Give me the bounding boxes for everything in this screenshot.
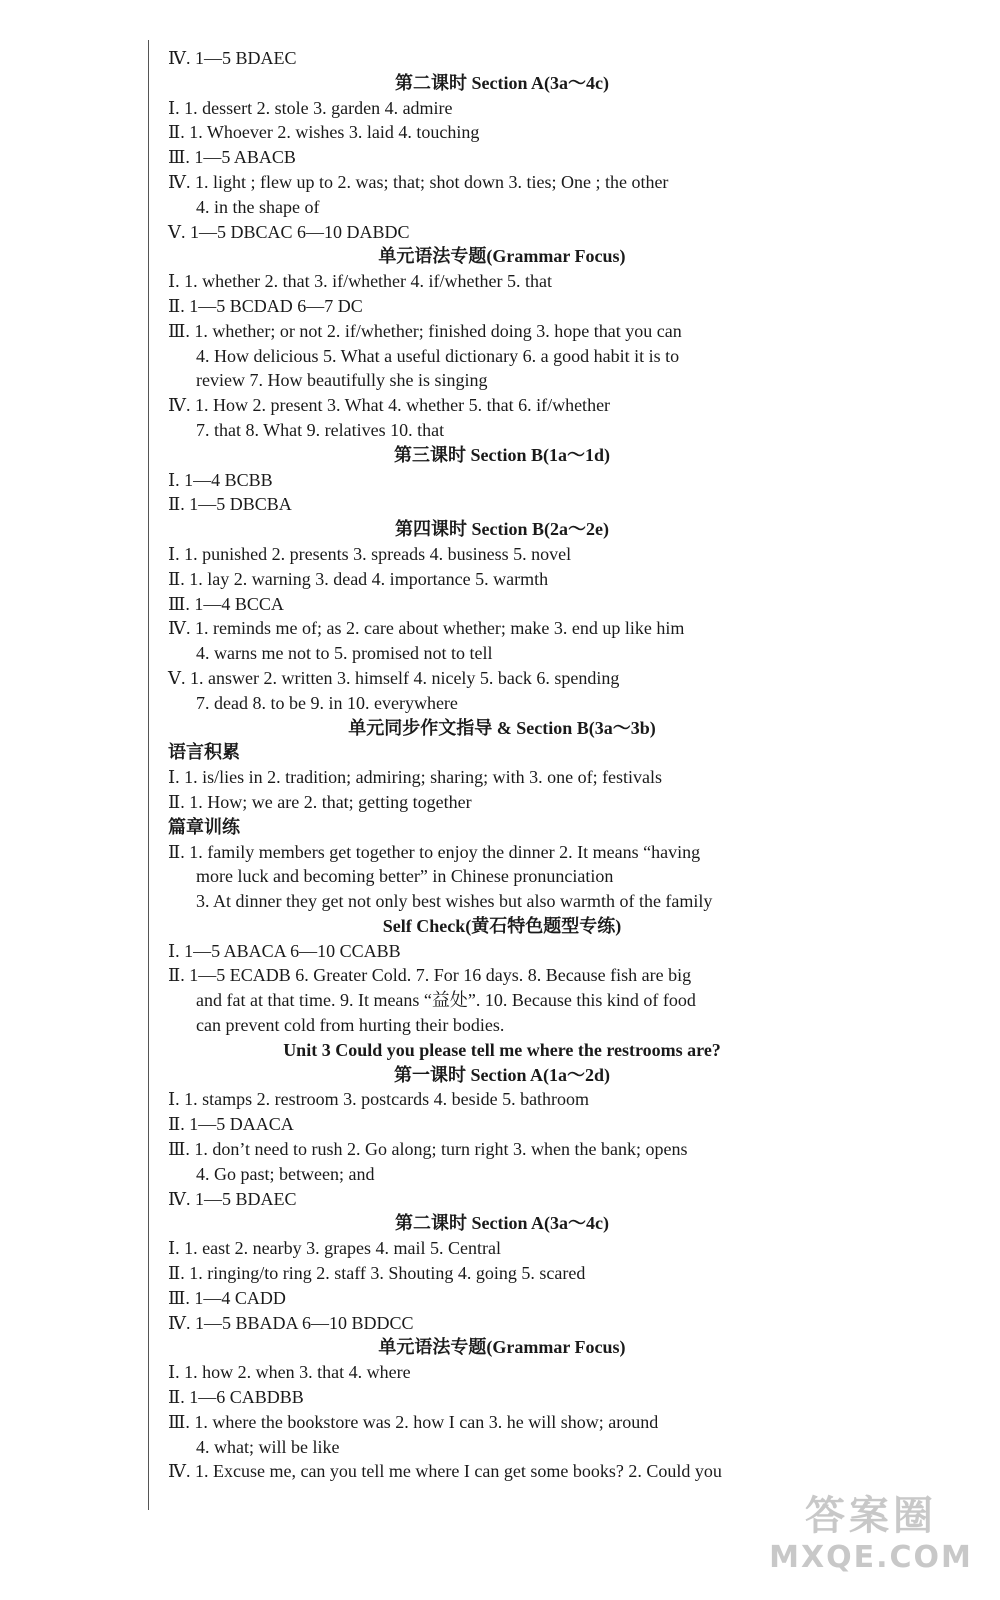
answer-line: Ⅳ. 1. reminds me of; as 2. care about whether; make 3. end up like him — [168, 618, 685, 639]
section-heading: 第四课时 Section B(2a～2e) — [395, 519, 609, 540]
answer-line: Ⅳ. 1. How 2. present 3. What 4. whether 5. that 6. if/whether — [168, 395, 611, 416]
answer-line: Ⅰ. 1—4 BCBB — [168, 469, 273, 490]
answer-line: Ⅱ. 1. ringing/to ring 2. staff 3. Shouting 4. going 5. scared — [168, 1263, 586, 1284]
answer-line: Ⅳ. 1. light ; flew up to 2. was; that; shot down 3. ties; One ; the other — [168, 171, 669, 192]
answer-line: Ⅰ. 1. how 2. when 3. that 4. where — [168, 1362, 411, 1383]
answer-line-continued: more luck and becoming better” in Chinese pronunciation — [196, 866, 614, 887]
subsection-label: 篇章训练 — [168, 816, 240, 837]
answer-line-indented: 4. How delicious 5. What a useful dictionary 6. a good habit it is to — [196, 345, 680, 366]
answer-line: Ⅱ. 1. How; we are 2. that; getting together — [168, 791, 472, 812]
section-heading: 单元语法专题(Grammar Focus) — [378, 1337, 626, 1358]
section-heading: 单元语法专题(Grammar Focus) — [378, 246, 626, 267]
answer-line: Ⅱ. 1—5 DAACA — [168, 1114, 294, 1135]
watermark-title: 答案圈 — [805, 1493, 937, 1539]
section-heading: 第一课时 Section A(1a～2d) — [394, 1064, 610, 1085]
answer-line: Ⅰ. 1. whether 2. that 3. if/whether 4. if/whether 5. that — [168, 271, 553, 292]
answer-line: Ⅱ. 1. Whoever 2. wishes 3. laid 4. touching — [168, 122, 480, 143]
answer-line-continued: and fat at that time. 9. It means “益处”. 10. Because this kind of food — [196, 990, 696, 1011]
answer-line: Ⅲ. 1. whether; or not 2. if/whether; finished doing 3. hope that you can — [168, 320, 682, 341]
watermark-url: MXQE.COM — [769, 1540, 973, 1575]
answer-line: Ⅰ. 1. punished 2. presents 3. spreads 4. business 5. novel — [168, 543, 572, 564]
answer-line: Ⅳ. 1. Excuse me, can you tell me where I can get some books? 2. Could you — [168, 1461, 722, 1482]
answer-line-continued: can prevent cold from hurting their bodies. — [196, 1015, 505, 1036]
left-margin-rule — [148, 40, 149, 1510]
answer-line-indented: 4. in the shape of — [196, 196, 320, 217]
answer-line-indented: 4. Go past; between; and — [196, 1163, 375, 1184]
answer-line: Ⅲ. 1. don’t need to rush 2. Go along; turn right 3. when the bank; opens — [168, 1139, 688, 1160]
answer-line: Ⅳ. 1—5 BDAEC — [168, 1188, 297, 1209]
answer-line: Ⅱ. 1. lay 2. warning 3. dead 4. importance 5. warmth — [168, 568, 549, 589]
answer-line-continued: review 7. How beautifully she is singing — [196, 370, 488, 391]
subsection-label: 语言积累 — [168, 742, 240, 763]
answer-line-indented: 4. warns me not to 5. promised not to tell — [196, 643, 493, 664]
section-heading: 第二课时 Section A(3a～4c) — [395, 1213, 609, 1234]
answer-line: Ⅰ. 1. dessert 2. stole 3. garden 4. admire — [168, 97, 453, 118]
section-heading: Self Check(黄石特色题型专练) — [382, 915, 622, 936]
answer-line: Ⅳ. 1—5 BBADA 6—10 BDDCC — [168, 1312, 414, 1333]
answer-line-indented: 7. dead 8. to be 9. in 10. everywhere — [196, 692, 458, 713]
answer-line: Ⅰ. 1—5 ABACA 6—10 CCABB — [168, 940, 401, 961]
answer-line: Ⅲ. 1—5 ABACB — [168, 147, 296, 168]
answer-line-indented: 3. At dinner they get not only best wishes but also warmth of the family — [196, 891, 713, 912]
answer-line: Ⅳ. 1—5 BDAEC — [168, 48, 297, 68]
answer-line: Ⅰ. 1. is/lies in 2. tradition; admiring; sharing; with 3. one of; festivals — [168, 767, 663, 788]
answer-line: Ⅲ. 1—4 BCCA — [168, 593, 284, 614]
section-heading: Unit 3 Could you please tell me where the restrooms are? — [283, 1039, 721, 1060]
section-heading: 第二课时 Section A(3a～4c) — [395, 72, 609, 93]
answer-line: Ⅱ. 1—5 BCDAD 6—7 DC — [168, 295, 363, 316]
answer-line: Ⅱ. 1—6 CABDBB — [168, 1387, 304, 1408]
section-heading: 第三课时 Section B(1a～1d) — [394, 444, 610, 465]
answer-line: Ⅰ. 1. east 2. nearby 3. grapes 4. mail 5. Central — [168, 1238, 502, 1259]
answer-key-content — [168, 46, 836, 1484]
answer-line: Ⅲ. 1—4 CADD — [168, 1287, 286, 1308]
answer-line: Ⅱ. 1—5 DBCBA — [168, 494, 292, 515]
answer-line: Ⅰ. 1. stamps 2. restroom 3. postcards 4. beside 5. bathroom — [168, 1089, 590, 1110]
answer-line: Ⅱ. 1—5 ECADB 6. Greater Cold. 7. For 16 days. 8. Because fish are big — [168, 965, 692, 986]
site-watermark — [766, 1492, 976, 1582]
answer-line-indented: 4. what; will be like — [196, 1436, 340, 1457]
answer-line: Ⅴ. 1—5 DBCAC 6—10 DABDC — [168, 221, 410, 242]
answer-line: Ⅴ. 1. answer 2. written 3. himself 4. nicely 5. back 6. spending — [168, 667, 620, 688]
answer-line-indented: 7. that 8. What 9. relatives 10. that — [196, 419, 445, 440]
section-heading: 单元同步作文指导 & Section B(3a～3b) — [348, 717, 656, 738]
answer-line: Ⅲ. 1. where the bookstore was 2. how I can 3. he will show; around — [168, 1411, 659, 1432]
answer-line: Ⅱ. 1. family members get together to enjoy the dinner 2. It means “having — [168, 841, 701, 862]
